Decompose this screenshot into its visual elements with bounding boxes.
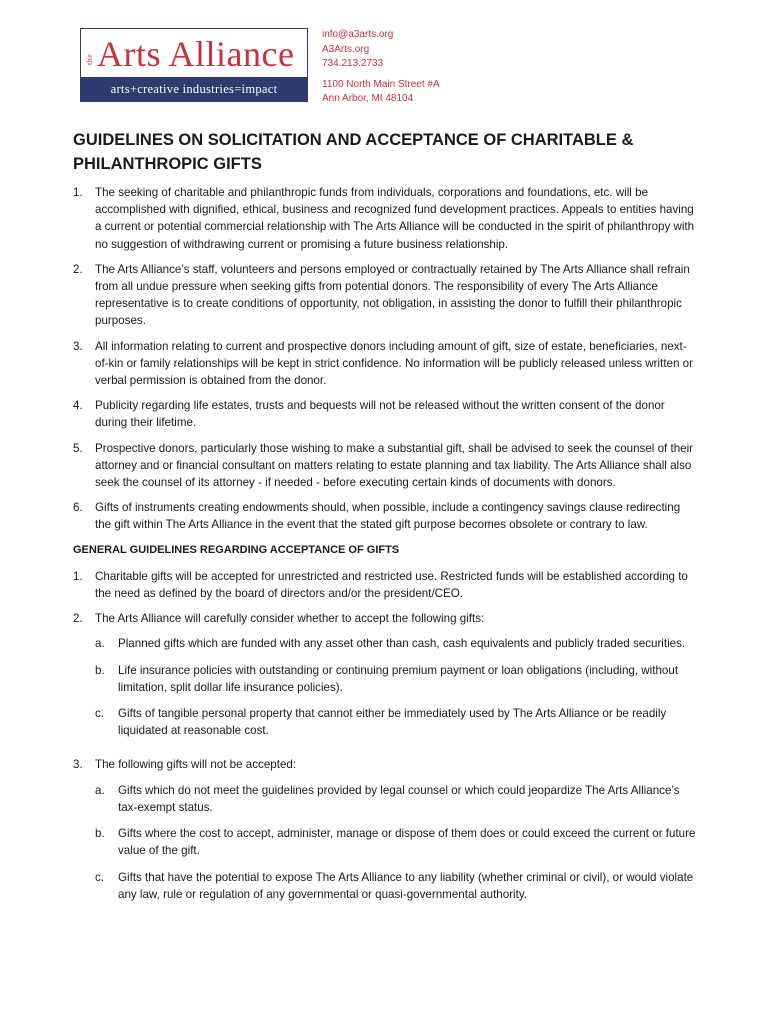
list-item xyxy=(73,568,698,602)
item-number: 3. xyxy=(73,758,83,772)
sub-item-text: Gifts which do not meet the guidelines provided by legal counsel or which could jeopardize The Arts Alliance’s tax-exempt status. xyxy=(118,783,680,814)
sub-list-item xyxy=(95,869,698,903)
list-item xyxy=(73,184,698,253)
sub-item-text: Gifts of tangible personal property that cannot either be immediately used by The Arts Alliance or be readily liquidated at reasonable cost. xyxy=(118,707,667,738)
item-text: The Arts Alliance’s staff, volunteers and persons employed or contractually retained by The Arts Alliance shall refrain from all undue pressure when seeking gifts from potential donors. The responsibility of every The Arts Alliance representative is to create conditions of opportunity, not obligation, in assisting the donor to fulfill their philanthropic purposes. xyxy=(95,262,690,328)
item-text: Charitable gifts will be accepted for unrestricted and restricted use. Restricted funds will be established according to the need as defined by the board of directors and/or the president/CEO. xyxy=(95,569,688,601)
contact-address-line1: 1100 North Main Street #A xyxy=(322,78,440,90)
contact-address-line2: Ann Arbor, MI 48104 xyxy=(322,93,414,104)
list-item xyxy=(73,261,698,330)
list-item xyxy=(73,397,698,431)
sub-list-item xyxy=(95,662,698,696)
list-item xyxy=(73,610,698,748)
item-text: Gifts of instruments creating endowments should, when possible, include a contingency savings clause redirecting the gift within The Arts Alliance in the event that the stated gift purpose becomes obsolete or contrary to law. xyxy=(95,501,681,532)
sub-list-item xyxy=(95,782,698,816)
item-number: 3. xyxy=(73,339,83,353)
sub-item-letter: a. xyxy=(95,783,105,797)
list-item xyxy=(73,440,698,492)
logo-tagline: arts+creative industries=impact xyxy=(81,77,307,101)
sub-item-text: Gifts where the cost to accept, administer, manage or dispose of them does or could exceed the current or future value of the gift. xyxy=(118,827,696,858)
logo-name: Arts Alliance xyxy=(97,34,295,74)
contact-block xyxy=(322,28,440,107)
item-text: The Arts Alliance will carefully consider whether to accept the following gifts: xyxy=(95,612,485,626)
list-item xyxy=(73,756,698,911)
contact-email[interactable]: info@a3arts.org xyxy=(322,29,394,40)
logo-wordmark xyxy=(81,29,307,79)
item-number: 2. xyxy=(73,262,83,276)
sub-item-letter: b. xyxy=(95,827,105,841)
item-text: Prospective donors, particularly those wishing to make a substantial gift, shall be advised to seek the counsel of their attorney and or financial consultant on matters relating to estate planning and tax liability. The Arts Alliance shall also seek the counsel of its attorney - if needed - before executing certain kinds of documents with donors. xyxy=(95,441,694,490)
sub-list-item xyxy=(95,705,698,739)
sub-item-letter: a. xyxy=(95,637,105,651)
considered-gifts-list xyxy=(95,635,698,739)
section-heading: GENERAL GUIDELINES REGARDING ACCEPTANCE OF GIFTS xyxy=(73,543,400,556)
sub-item-text: Gifts that have the potential to expose The Arts Alliance to any liability (whether criminal or civil), or would violate any law, rule or regulation of any governmental or quasi-governmental authority. xyxy=(118,870,694,901)
logo-prefix: the xyxy=(85,53,94,65)
item-number: 5. xyxy=(73,441,83,455)
acceptance-guidelines-list xyxy=(73,568,698,912)
sub-item-text: Planned gifts which are funded with any asset other than cash, cash equivalents and publicly traded securities. xyxy=(118,637,686,651)
sub-item-letter: b. xyxy=(95,663,105,677)
item-text: The following gifts will not be accepted: xyxy=(95,758,297,772)
document-title: GUIDELINES ON SOLICITATION AND ACCEPTANCE OF CHARITABLE & PHILANTHROPIC GIFTS xyxy=(73,131,634,173)
sub-item-letter: c. xyxy=(95,870,105,884)
item-text: Publicity regarding life estates, trusts and bequests will not be released without the written consent of the donor during their lifetime. xyxy=(95,399,665,430)
solicitation-guidelines-list xyxy=(73,184,698,534)
sub-item-text: Life insurance policies with outstanding or continuing premium payment or loan obligations (including, without limitation, split dollar life insurance policies). xyxy=(118,663,679,694)
list-item xyxy=(73,499,698,533)
item-number: 6. xyxy=(73,501,83,515)
contact-website[interactable]: A3Arts.org xyxy=(322,43,370,55)
item-number: 4. xyxy=(73,399,83,413)
sub-list-item xyxy=(95,825,698,859)
sub-item-letter: c. xyxy=(95,707,105,721)
contact-phone: 734.213.2733 xyxy=(322,58,384,69)
item-number: 2. xyxy=(73,612,83,626)
item-text: The seeking of charitable and philanthropic funds from individuals, corporations and foundations, etc. will be accomplished with dignified, ethical, business and recognized fund development practices. Appeals to entities having a current or potential commercial relationship with The Arts Alliance will be conducted in the spirit of philanthropy with no suggestion of withdrawing current or promising a future business relationship. xyxy=(95,186,695,251)
rejected-gifts-list xyxy=(95,782,698,903)
item-number: 1. xyxy=(73,186,83,199)
document-body xyxy=(73,184,698,920)
sub-list-item xyxy=(95,635,698,652)
item-number: 1. xyxy=(73,569,83,583)
list-item xyxy=(73,338,698,390)
item-text: All information relating to current and prospective donors including amount of gift, size of estate, beneficiaries, next-of-kin or family relationships will be kept in strict confidence. No information will be publicly released unless written or verbal permission is obtained from the donor. xyxy=(95,339,693,388)
arts-alliance-logo xyxy=(80,28,308,102)
